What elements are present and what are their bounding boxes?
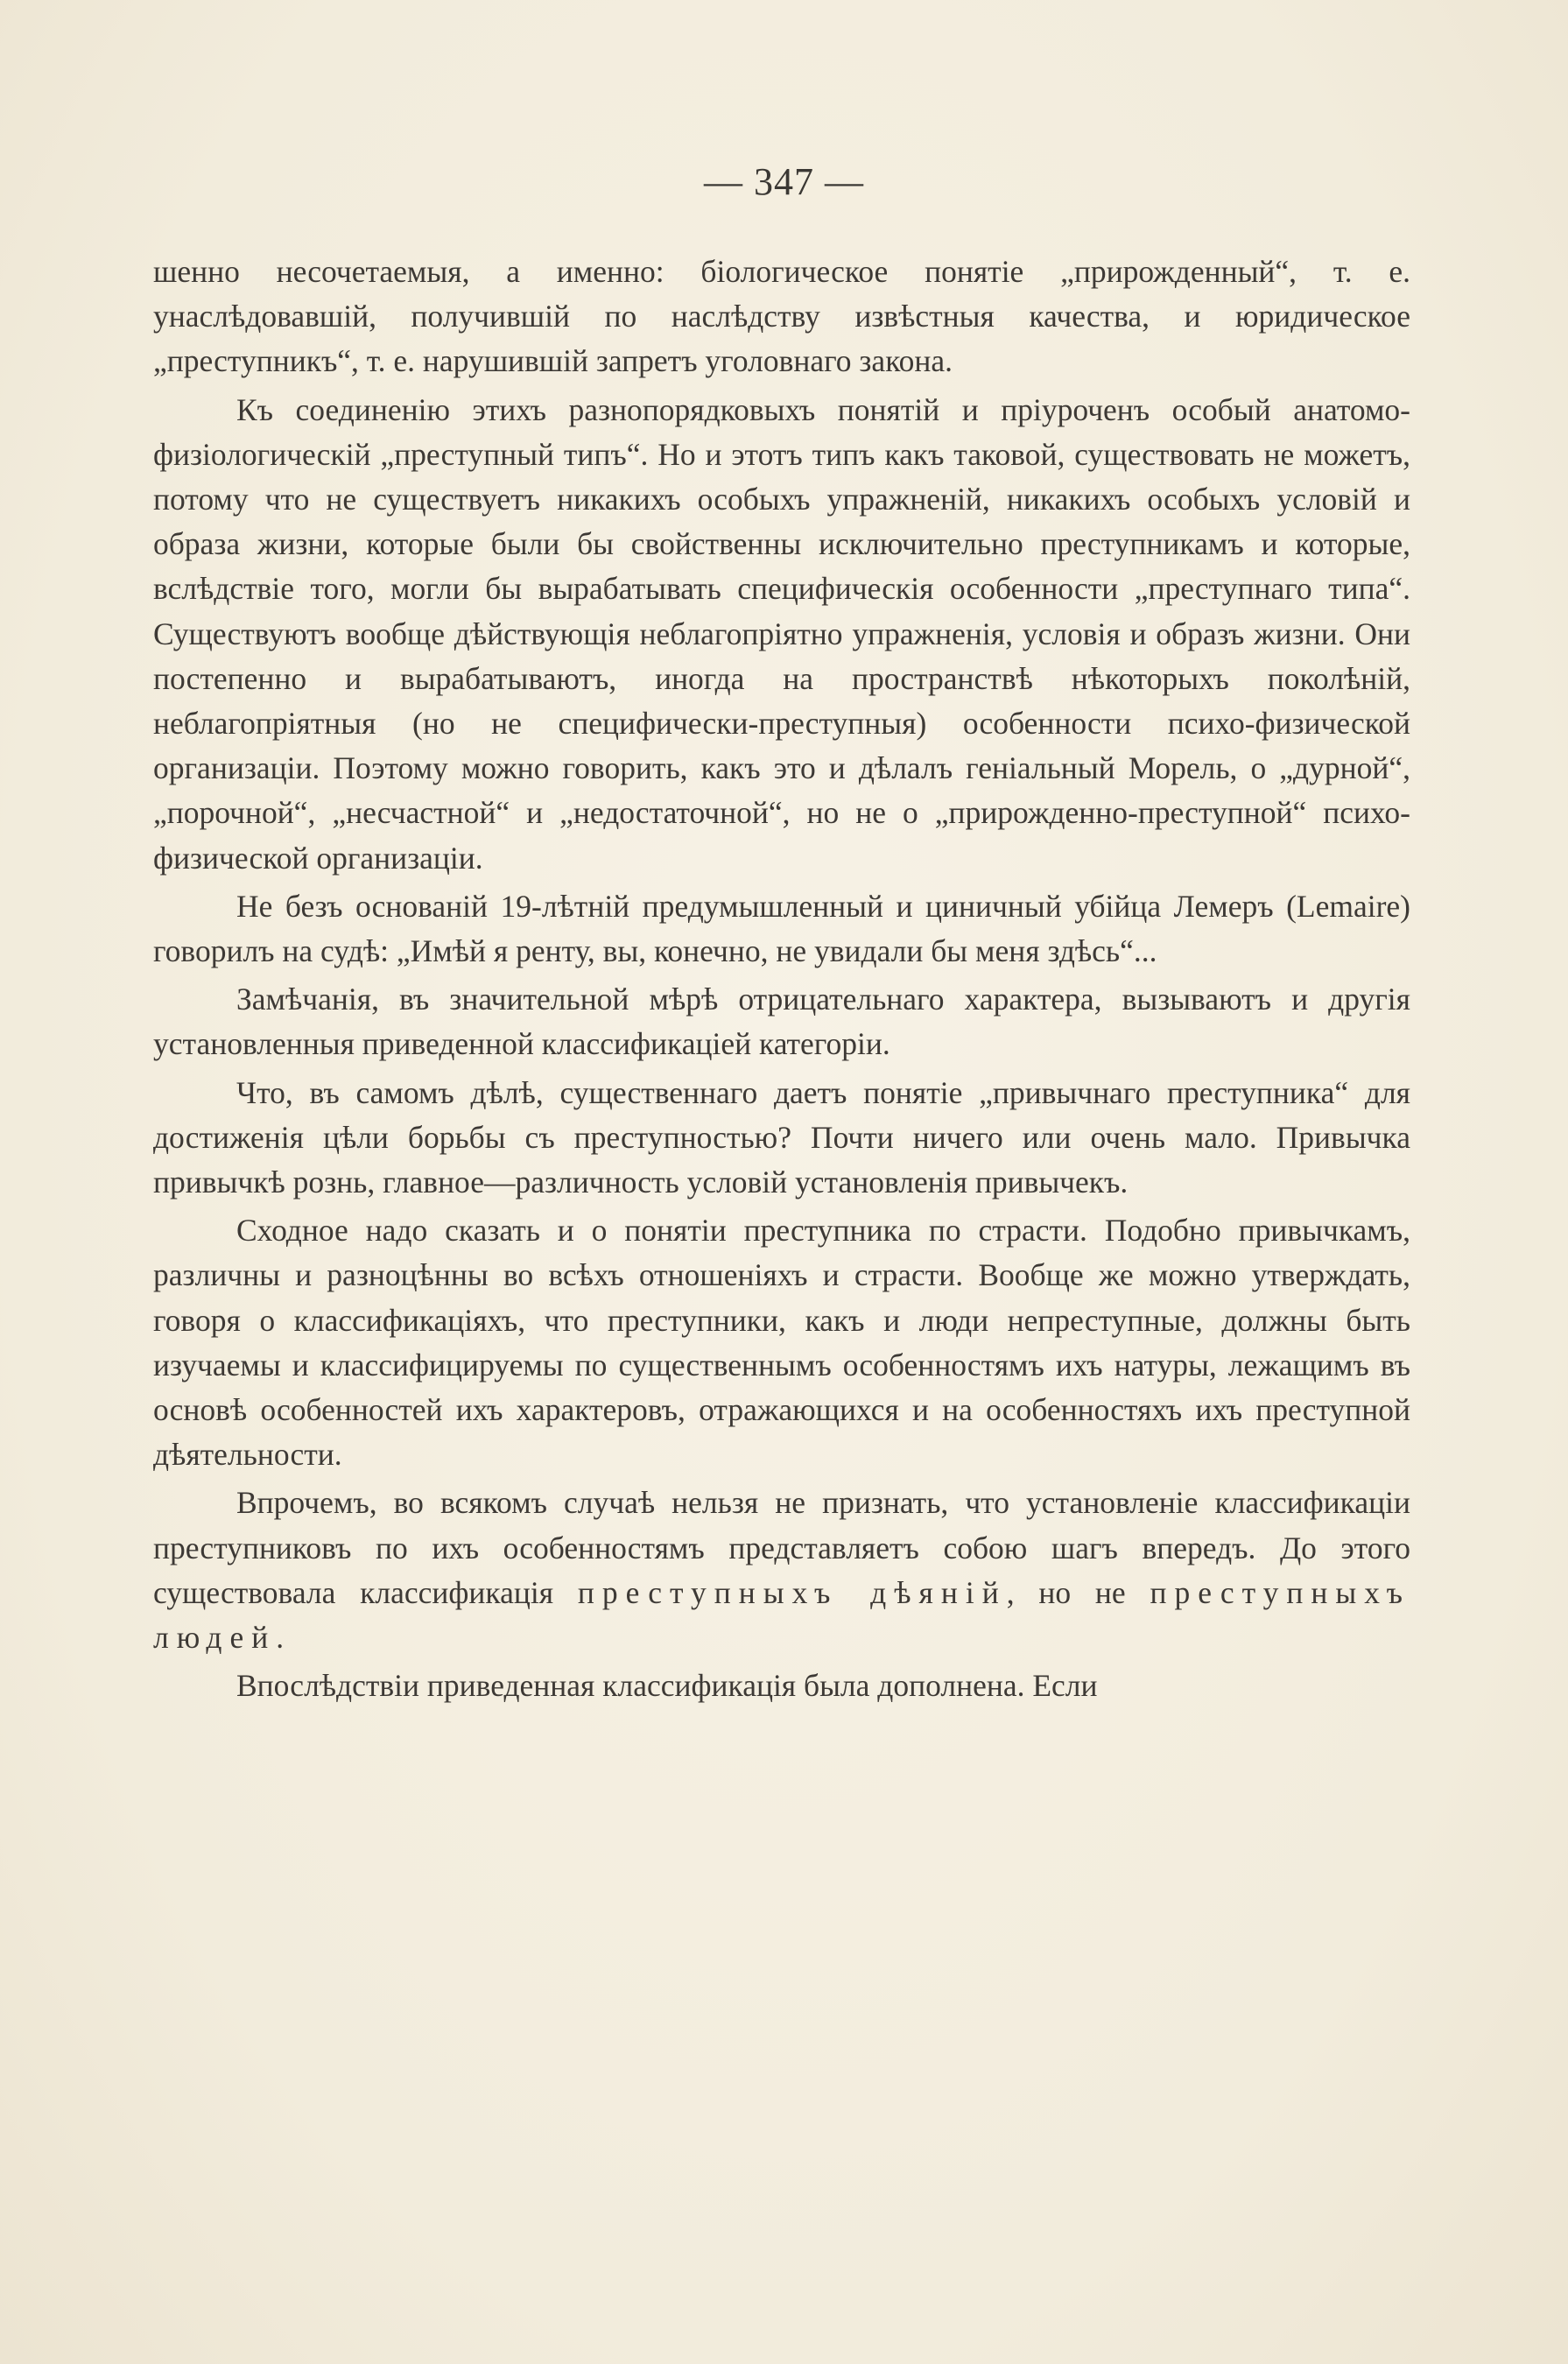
paragraph: Сходное надо сказать и о понятіи преступника по страсти. Подобно привычкамъ, различны и разноцѣнны во всѣхъ отношеніяхъ и страсти. Вообще же можно утверждать, говоря о классификаціяхъ, что преступники, какъ и люди непреступные, должны быть изучаемы и классифицируемы по существеннымъ особенностямъ ихъ натуры, лежащимъ въ основѣ особенностей ихъ характеровъ, отражающихся и на особенностяхъ ихъ преступной дѣятельности. (153, 1213, 1410, 1473)
paragraph-text: Впрочемъ, во всякомъ случаѣ нельзя не признать, что установленіе классификаціи преступниковъ по ихъ особенностямъ представляетъ собою шагъ впередъ. До этого существовала классификація (153, 1485, 1410, 1610)
paragraph: Къ соединенію этихъ разнопорядковыхъ понятій и пріуроченъ особый анатомо-физіологическій „преступный типъ“. Но и этотъ типъ какъ таковой, существовать не можетъ, потому что не существуетъ никакихъ особыхъ упражненій, никакихъ особыхъ условій и образа жизни, которые были бы свойственны исключительно преступникамъ и которые, вслѣдствіе того, могли бы вырабатывать специфическія особенности „преступнаго типа“. Существуютъ вообще дѣйствующія неблагопріятно упражненія, условія и образъ жизни. Они постепенно и вырабатываютъ, иногда на пространствѣ нѣкоторыхъ поколѣній, неблагопріятныя (но не специфически-преступныя) особенности психо-физической организаціи. Поэтому можно говорить, какъ это и дѣлалъ геніальный Морель, о „дурной“, „порочной“, „несчастной“ и „недостаточной“, но не о „прирожденно-преступной“ психо-физической организаціи. (153, 391, 1410, 876)
paragraph-text: , но не (1006, 1574, 1150, 1610)
page-number: — 347 — (704, 160, 864, 203)
paragraph-continuation: шенно несочетаемыя, а именно: біологическое понятіе „прирожденный“, т. е. унаслѣдовавшій, получившій по наслѣдству извѣстныя качества, и юридическое „преступникъ“, т. е. нарушившій запретъ уголовнаго закона. (153, 254, 1410, 379)
spaced-emphasis: преступныхъ людей (153, 1574, 1410, 1656)
paragraph (153, 1481, 1410, 1660)
text-body (153, 250, 1410, 1709)
spaced-emphasis: преступныхъ дѣяній (577, 1574, 1007, 1610)
paragraph-text: . (276, 1620, 285, 1656)
paragraph: Замѣчанія, въ значительной мѣрѣ отрицательнаго характера, вызываютъ и другія установленныя приведенной классификаціей категоріи. (153, 981, 1410, 1062)
paragraph-final: Впослѣдствіи приведенная классификація была дополнена. Если (236, 1668, 1098, 1704)
paragraph: Не безъ основаній 19-лѣтній предумышленный и циничный убійца Лемеръ (Lemaire) говорилъ на судѣ: „Имѣй я ренту, вы, конечно, не увидали бы меня здѣсь“... (153, 888, 1410, 969)
paragraph: Что, въ самомъ дѣлѣ, существеннаго даетъ понятіе „привычнаго преступника“ для достиженія цѣли борьбы съ преступностью? Почти ничего или очень мало. Привычка привычкѣ рознь, главное—различность условій установленія привычекъ. (153, 1074, 1410, 1200)
